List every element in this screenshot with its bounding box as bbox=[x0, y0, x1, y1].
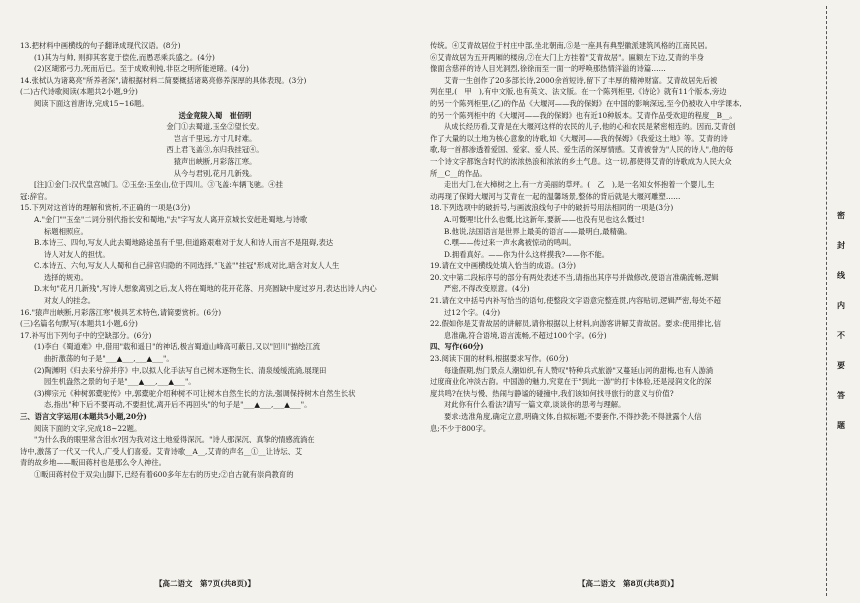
left-page-line: 园生机盎然之景的句子是"___▲___,___▲___"。 bbox=[44, 377, 196, 387]
left-page-line: D.末句"花月几新残",写诗人想象离别之后,友人将在蜀地的花开花落、月亮圆缺中度过岁月,表达出诗人内心 bbox=[34, 284, 377, 294]
binding-margin bbox=[820, 0, 860, 603]
left-page-line: 曲折激荡的句子是"___▲___,___▲___"。 bbox=[44, 354, 174, 364]
right-page-line: 所__C__的作品。 bbox=[430, 168, 487, 178]
left-page-line: 对友人的挂念。 bbox=[44, 296, 96, 306]
right-page-line: 严密,不得改变原意。(4分) bbox=[444, 284, 530, 294]
left-page-line: 15.下列对这首诗的理解和赏析,不正确的一项是(3分) bbox=[20, 203, 191, 213]
seal-line-notice bbox=[834, 200, 848, 440]
left-page-line: 岂言千里远,方寸几时难。 bbox=[173, 133, 257, 143]
left-page-line: 阅读下面的文字,完成18~22题。 bbox=[34, 423, 142, 433]
left-page-line: (1)李白《蜀道难》中,借用"载和遥日"的神话,极言蜀道山峰高可蔽日,又以"回川"描绘江流 bbox=[34, 342, 321, 352]
right-page-line: 20.文中第二段标序号的部分有两处表述不当,请指出其序号并做修改,使语言准确流畅,逻辑 bbox=[430, 272, 719, 282]
left-page-line: 西上君飞盖③,东归我挂冠④。 bbox=[166, 145, 264, 155]
right-page-line: 从成长经历看,艾青是在大堰河这样的农民的儿子,他的心和农民是紧密相连的。因而,艾青创 bbox=[444, 122, 736, 132]
right-page-line: 像面含慈祥的诗人目光洞烈,徐徐而至一面一的呼唤那热情洋溢的诗篇…… bbox=[430, 64, 666, 74]
right-page-line: 过度商业化冲淡古韵。中国游的魅力,究竟在于"到此一游"的打卡体验,还是浸润文化的深 bbox=[430, 377, 712, 387]
right-page-line: 四、写作(60分) bbox=[430, 342, 484, 352]
right-page-line: 的另一个陈列柜里,(乙)的作品《大堰河——我的保姆》在中国的影响深远,至今仍被收入中学课本, bbox=[430, 98, 742, 108]
right-page-line: C.嘿——传过来一声水禽被惊动的鸣叫。 bbox=[444, 238, 576, 248]
left-page-line: 诗中,激荡了一代又一代人,广受人们喜爱。艾青诗歌__A__,艾青的声名__①__让诗坛、艾 bbox=[20, 446, 303, 456]
right-page-line: 21.请在文中括号内补写恰当的语句,使整段文字语意完整连贯,内容贴切,逻辑严密,每处不超 bbox=[430, 296, 721, 306]
left-page-line: ①畈田蒋村位于双尖山脚下,已经有着600多年左右的历史;②自古就有崇尚教育的 bbox=[34, 469, 294, 479]
left-page-line: 青的故乡地——畈田蒋村也是那么令人神往。 bbox=[20, 458, 166, 468]
right-page-line: 艾青一生创作了20多部长诗,2000余首短诗,留下了丰厚的精神财富。艾青故居先后被 bbox=[444, 75, 718, 85]
left-page-line: 阅读下面这首唐诗,完成15~16题。 bbox=[34, 98, 149, 108]
left-page-line: 选择的规劝。 bbox=[44, 272, 88, 282]
right-page-line: 22.假如你是艾青故居的讲解员,请你根据以上材料,向游客讲解艾青故居。要求:使用排比,信 bbox=[430, 319, 722, 329]
right-page-line: 息准确,符合语境,语言流畅,不超过100个字。(6分) bbox=[444, 330, 607, 340]
right-page-line: 传统。④艾青故居位于村庄中部,坐北朝南,⑤是一座具有典型徽派建筑风格的江南民居。 bbox=[430, 41, 712, 50]
left-page-column bbox=[20, 40, 410, 481]
seal-char: 题 bbox=[837, 420, 845, 430]
right-page-column bbox=[430, 40, 812, 434]
left-page-line: 从今与君别,花月几新残。 bbox=[173, 168, 257, 178]
seal-char: 封 bbox=[837, 240, 845, 250]
right-page-line: 度共鸣?在快与慢、热闹与静谧的碰撞中,我们该如何找寻旅行的意义与价值? bbox=[430, 388, 674, 398]
left-page-line: C.本诗五、六句,写友人人蜀和自己辞官归隐的不同选择,"飞盖""挂冠"形成对比,暗含对友人人生 bbox=[34, 261, 340, 271]
left-page-line: 14.张栻认为诸葛亮"所养者深",请根据材料二简要概括诸葛亮修养深厚的具体表现。(3分) bbox=[20, 75, 307, 85]
right-page-line: 歌,每一首都渗透着爱国、爱家、爱人民、爱生活的深厚情感。艾青被誉为"人民的诗人",他的每 bbox=[430, 145, 734, 155]
left-page-line: "为什么我的眼里常含泪水?因为我对这土地爱得深沉。"诗人那深沉、真挚的情感流淌在 bbox=[34, 435, 315, 445]
seal-char: 线 bbox=[837, 270, 845, 280]
right-page-line: 作了大量的以土地为核心意象的诗歌,如《大堰河——我的保姆》《我爱这土地》等。艾青的诗 bbox=[430, 133, 728, 143]
right-page-footer: 【高二语文 第8页(共8页)】 bbox=[578, 579, 679, 588]
left-page-line: [注]①金门:汉代皇宫城门。②玉垒:玉垒山,位于四川。③飞盖:车辆飞驰。④挂 bbox=[34, 180, 283, 190]
seal-char: 密 bbox=[837, 210, 845, 220]
left-page-line: A."金门""玉垒"二词分别代指长安和蜀地,"去"字写友人离开京城长安赶赴蜀地,与诗歌 bbox=[34, 214, 308, 224]
right-page-line: 过12个字。(4分) bbox=[444, 307, 501, 317]
right-page-line: A.可慨哩!比什么也慨,比这新年,要新——也没有见也这么慨过! bbox=[444, 214, 645, 224]
left-page-line: (3)柳宗元《种树郭橐驼传》中,郭橐驼介绍种树不可让树木自然生长的方法,强调保持树木自然生长状 bbox=[34, 388, 356, 398]
left-page-line: (三)名篇名句默写(本题共1小题,6分) bbox=[20, 319, 138, 329]
left-page-line: 金门①去蜀道,玉垒②望长安。 bbox=[166, 122, 264, 132]
right-page-line: ⑥艾青故居为五开两厢的楼房,⑦在大门上方挂着"艾青故居"。匾额左下边,艾青的半身 bbox=[430, 52, 705, 62]
right-page-line: 23.阅读下面的材料,根据要求写作。(60分) bbox=[430, 354, 569, 364]
left-page-line: 13.把材料中画横线的句子翻译成现代汉语。(8分) bbox=[20, 41, 181, 50]
left-page-line: (二)古代诗歌阅读(本题共2小题,9分) bbox=[20, 87, 138, 97]
left-page-line: 态,指出"种下后不要再动,不要担忧,离开后不再回头"的句子是"___▲___,___▲___"。 bbox=[44, 400, 312, 410]
left-page-line: (1)其为与帅, 则抑其客竟于偿佐,而愚恶乘兵盛之。(4分) bbox=[34, 52, 215, 62]
right-page-line: D.拥看真好。——你为什么这样摸我?——你不能。 bbox=[444, 249, 610, 259]
left-page-line: 三、语言文字运用(本题共5小题,20分) bbox=[20, 412, 147, 421]
seal-char: 不 bbox=[837, 330, 845, 340]
right-page-line: B.他说,法国语言是世界上最美的语言——最明白,最精确。 bbox=[444, 226, 632, 236]
seal-char: 答 bbox=[837, 390, 845, 400]
left-page-line: (2)陶渊明《归去来兮辞并序》中,以拟人化手法写自己树木逐物生长、清泉缓缓流淌,展现田 bbox=[34, 365, 327, 375]
seal-line bbox=[826, 6, 827, 596]
left-page-line: 16."猿声出峡断,月彩落江寒"极具艺术特色,请简要赏析。(6分) bbox=[20, 307, 222, 317]
right-page-line: 18.下列选项中的破折号,与画波浪线句子中的破折号用法相同的一项是(3分) bbox=[430, 203, 674, 213]
right-page-line: 列在里,( 甲 ),有中文版,也有英文、法文版。在一个陈列柜里,《诗论》就有11个版本,旁边 bbox=[430, 87, 727, 97]
left-page-line: 17.补写出下列句子中的空缺部分。(6分) bbox=[20, 330, 152, 340]
right-page-line: 走出大门,在大樟树之上,有一方美丽的草坪。( 乙 ),是一名知女怀抱着一个婴儿,生 bbox=[444, 180, 715, 190]
left-page-line: 冠:辞官。 bbox=[20, 191, 52, 201]
right-page-line: 动再现了保姆大堰河与艾青在一起的温馨场景,整体的背后就是大堰河雕塑…… bbox=[430, 191, 681, 201]
left-page-line: 猿声出峡断,月彩落江寒。 bbox=[173, 156, 257, 166]
left-page-line: 标题相照应。 bbox=[44, 226, 88, 236]
left-page-line: (2)区瑚邪弓力,死而后已。至于成败利钝,非臣之明所能逆睹。(4分) bbox=[34, 64, 250, 74]
right-page-line: 每逢假期,热门景点人潮如织,有人赞叹"特种兵式旅游"又蔓延山河的甜梅,也有人游淌 bbox=[444, 365, 714, 375]
right-page-line: 要求:选准角度,确定立意,明确文体,自拟标题;不要套作,不得抄袭;不得泄露个人信 bbox=[444, 412, 702, 421]
seal-char: 要 bbox=[837, 360, 845, 370]
right-page-line: 19.请在文中画横线处填入恰当的成语。(3分) bbox=[430, 261, 576, 271]
seal-char: 内 bbox=[837, 300, 845, 310]
right-page-line: 对此你有什么看法?请写一篇文章,谈谈你的思考与理解。 bbox=[444, 400, 626, 410]
right-page-line: 一个诗文字都饱含时代的浓浓热浪和浓浓的乡土气息。这一切,都使得艾青的诗歌成为人民大众 bbox=[430, 156, 732, 166]
left-page-line: B.本诗三、四句,写友人此去蜀地路途虽有千里,但道路艰难对于友人和诗人而言不是阻碍,表达 bbox=[34, 238, 334, 248]
left-page-footer: 【高二语文 第7页(共8页)】 bbox=[155, 579, 256, 588]
right-page-line: 的另一个陈列柜中的《大堰河——我的保姆》也有近10种版本。艾青作品受欢迎的程度__B__。 bbox=[430, 110, 737, 120]
right-page-line: 息;不少于800字。 bbox=[430, 423, 491, 433]
left-page-line: 送金竟陵入蜀 崔佰明 bbox=[178, 110, 252, 120]
left-page-line: 诗人对友人的担忧。 bbox=[44, 249, 110, 259]
